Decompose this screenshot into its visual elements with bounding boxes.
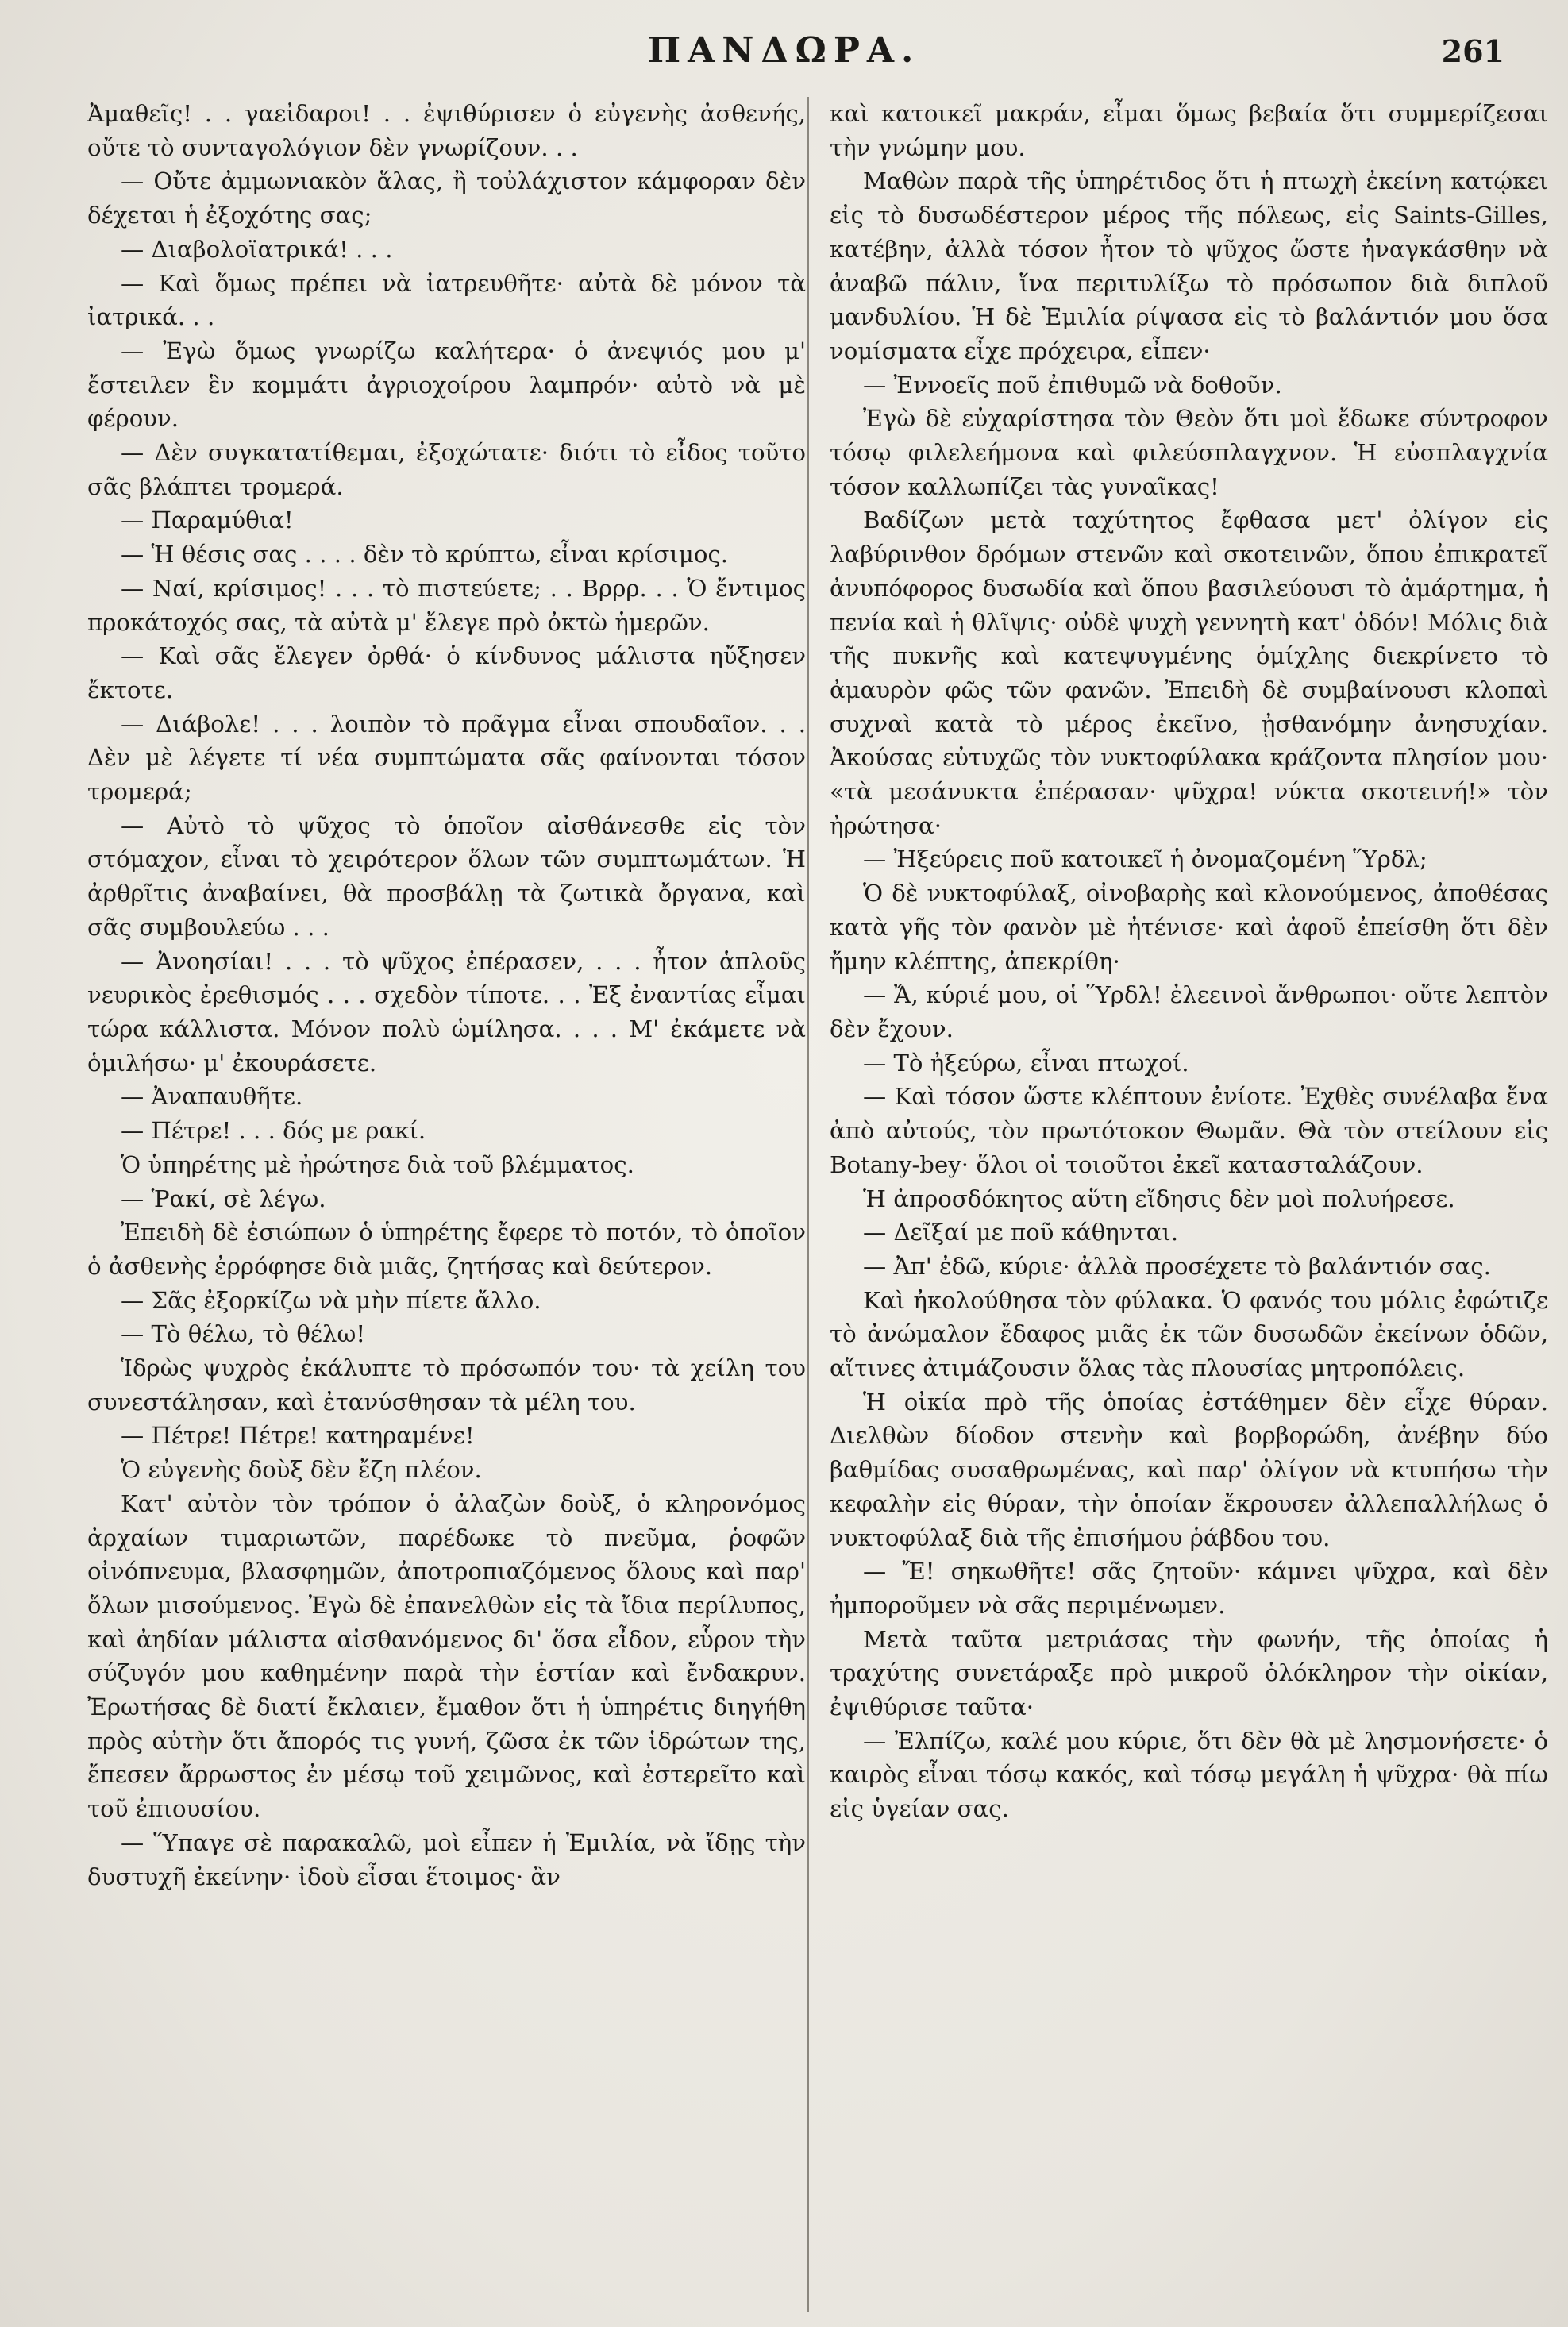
- paragraph: Κατ' αὐτὸν τὸν τρόπον ὁ ἀλαζὼν δοὺξ, ὁ κληρονόμος ἀρχαίων τιμαριωτῶν, παρέδωκε τὸ πνεῦμα, ῥοφῶν οἰνόπνευμα, βλασφημῶν, ἀποτροπιαζόμενος ὅλους καὶ παρ' ὅλων μισούμενος. Ἐγὼ δὲ ἐπανελθὼν εἰς τὰ ἴδια περίλυπος, καὶ ἀηδίαν μάλιστα αἰσθανόμενος δι' ὅσα εἶδον, εὗρον τὴν σύζυγόν μου καθημένην παρὰ τὴν ἑστίαν καὶ ἔνδακρυν. Ἐρωτήσας δὲ διατί ἔκλαιεν, ἔμαθον ὅτι ἡ ὑπηρέτις διηγήθη πρὸς αὐτὴν ὅτι ἄπορός τις γυνή, ζῶσα ἐκ τῶν ἱδρώτων της, ἔπεσεν ἄρρωστος ἐν μέσῳ τοῦ χειμῶνος, καὶ ἐστερεῖτο καὶ τοῦ ἐπιουσίου.: [87, 1489, 806, 1823]
- paragraph: — Ἔ! σηκωθῆτε! σᾶς ζητοῦν· κάμνει ψῦχρα, καὶ δὲν ἠμποροῦμεν νὰ σᾶς περιμένωμεν.: [830, 1558, 1548, 1619]
- paragraph: Μετὰ ταῦτα μετριάσας τὴν φωνήν, τῆς ὁποίας ἡ τραχύτης συνετάραξε πρὸ μικροῦ ὁλόκληρον τὴν οἰκίαν, ἐψιθύρισε ταῦτα·: [830, 1625, 1548, 1721]
- right-text-column: [830, 97, 1548, 1826]
- paragraph: — Ἀναπαυθῆτε.: [121, 1083, 303, 1111]
- paragraph: Ἱδρὼς ψυχρὸς ἐκάλυπτε τὸ πρόσωπόν του· τὰ χείλη του συνεστάλησαν, καὶ ἐτανύσθησαν τὰ μέλη του.: [87, 1354, 806, 1416]
- paragraph: — Διαβολοϊατρικά! . . .: [121, 235, 393, 263]
- paragraph: Μαθὼν παρὰ τῆς ὑπηρέτιδος ὅτι ἡ πτωχὴ ἐκείνη κατῴκει εἰς τὸ δυσωδέστερον μέρος τῆς πόλεως, εἰς Saints-Gilles, κατέβην, ἀλλὰ τόσον ἦτον τὸ ψῦχος ὥστε ἠναγκάσθην νὰ ἀναβῶ πάλιν, ἵνα περιτυλίξω τὸ πρόσωπον διὰ διπλοῦ μανδυλίου. Ἡ δὲ Ἐμιλία ρίψασα εἰς τὸ βαλάντιόν μου ὅσα νομίσματα εἶχε πρόχειρα, εἶπεν·: [830, 168, 1548, 364]
- paragraph: καὶ κατοικεῖ μακράν, εἶμαι ὅμως βεβαία ὅτι συμμερίζεσαι τὴν γνώμην μου.: [830, 100, 1548, 161]
- paragraph: — Πέτρε! . . . δός με ρακί.: [121, 1117, 426, 1145]
- paragraph: Ἡ οἰκία πρὸ τῆς ὁποίας ἐστάθημεν δὲν εἶχε θύραν. Διελθὼν δίοδον στενὴν καὶ βορβορώδη, ἀνέβην δύο βαθμίδας συσαθρωμένας, καὶ παρ' ὀλίγον νὰ κτυπήσω τὴν κεφαλὴν εἰς θύραν, τὴν ὁποίαν ἔκρουσεν ἀλλεπαλλήλως ὁ νυκτοφύλαξ διὰ τῆς ἐπισήμου ῥάβδου του.: [830, 1388, 1548, 1551]
- paragraph: Βαδίζων μετὰ ταχύτητος ἔφθασα μετ' ὀλίγον εἰς λαβύρινθον δρόμων στενῶν καὶ σκοτεινῶν, ὅπου ἐπικρατεῖ ἀνυπόφορος δυσωδία καὶ ὅπου βασιλεύουσι τὸ ἁμάρτημα, ἡ πενία καὶ ἡ θλῖψις· οὐδὲ ψυχὴ γεννητὴ κατ' ὁδόν! Μόλις διὰ τῆς πυκνῆς καὶ κατεψυγμένης ὁμίχλης διεκρίνετο τὸ ἀμαυρὸν φῶς τῶν φανῶν. Ἐπειδὴ δὲ συμβαίνουσι κλοπαὶ συχναὶ κατὰ τὸ μέρος ἐκεῖνο, ᾐσθανόμην ἀνησυχίαν. Ἀκούσας εὐτυχῶς τὸν νυκτοφύλακα κράζοντα πλησίον μου· «τὰ μεσάνυκτα ἐπέρασαν· ψῦχρα! νύκτα σκοτεινή!» τὸν ἠρώτησα·: [830, 507, 1548, 839]
- paragraph: — Δὲν συγκατατίθεμαι, ἐξοχώτατε· διότι τὸ εἶδος τοῦτο σᾶς βλάπτει τρομερά.: [87, 439, 806, 500]
- paragraph: — Καὶ σᾶς ἔλεγεν ὀρθά· ὁ κίνδυνος μάλιστα ηὔξησεν ἔκτοτε.: [87, 642, 806, 703]
- paragraph: — Τὸ θέλω, τὸ θέλω!: [121, 1320, 366, 1348]
- paragraph: Καὶ ἠκολούθησα τὸν φύλακα. Ὁ φανός του μόλις ἐφώτιζε τὸ ἀνώμαλον ἔδαφος μιᾶς ἐκ τῶν δυσωδῶν ἐκείνων ὁδῶν, αἵτινες ἀτιμάζουσιν ὅλας τὰς πλουσίας μητροπόλεις.: [830, 1286, 1548, 1382]
- paragraph: — Παραμύθια!: [121, 507, 294, 534]
- paragraph: — Καὶ ὅμως πρέπει νὰ ἰατρευθῆτε· αὐτὰ δὲ μόνον τὰ ἰατρικά. . .: [87, 269, 806, 331]
- column-divider: [807, 97, 809, 2312]
- paragraph: — Τὸ ἠξεύρω, εἶναι πτωχοί.: [863, 1049, 1189, 1077]
- paragraph: — Ὕπαγε σὲ παρακαλῶ, μοὶ εἶπεν ἡ Ἐμιλία, νὰ ἴδῃς τὴν δυστυχῆ ἐκείνην· ἰδοὺ εἶσαι ἕτοιμος· ἂν: [87, 1828, 806, 1890]
- paragraph: — Ναί, κρίσιμος! . . . τὸ πιστεύετε; . . Βρρρ. . . Ὁ ἔντιμος προκάτοχός σας, τὰ αὐτὰ μ' ἔλεγε πρὸ ὀκτὼ ἡμερῶν.: [87, 574, 806, 636]
- paragraph: — Ῥακί, σὲ λέγω.: [121, 1185, 326, 1212]
- paragraph: Ὁ ὑπηρέτης μὲ ἠρώτησε διὰ τοῦ βλέμματος.: [121, 1150, 634, 1178]
- paragraph: Ἡ ἀπροσδόκητος αὕτη εἴδησις δὲν μοὶ πολυήρεσε.: [863, 1185, 1455, 1212]
- paragraph: — Ἠξεύρεις ποῦ κατοικεῖ ἡ ὀνομαζομένη Ὕρδλ;: [863, 846, 1427, 873]
- running-title: ΠΑΝΔΩΡΑ.: [647, 30, 921, 71]
- paragraph: Ἐπειδὴ δὲ ἐσιώπων ὁ ὑπηρέτης ἔφερε τὸ ποτόν, τὸ ὁποῖον ὁ ἀσθενὴς ἐρρόφησε διὰ μιᾶς, ζητήσας καὶ δεύτερον.: [87, 1219, 806, 1280]
- paragraph: — Δεῖξαί με ποῦ κάθηνται.: [863, 1219, 1179, 1246]
- paragraph: — Ἀπ' ἐδῶ, κύριε· ἀλλὰ προσέχετε τὸ βαλάντιόν σας.: [863, 1252, 1491, 1280]
- left-text-column: [87, 97, 806, 1894]
- paragraph: — Πέτρε! Πέτρε! κατηραμένε!: [121, 1422, 475, 1450]
- paragraph: Ὁ δὲ νυκτοφύλαξ, οἰνοβαρὴς καὶ κλονούμενος, ἀποθέσας κατὰ γῆς τὸν φανὸν μὲ ἠτένισε· καὶ ἀφοῦ ἐπείσθη ὅτι δὲν ἤμην κλέπτης, ἀπεκρίθη·: [830, 880, 1548, 975]
- paragraph: — Σᾶς ἐξορκίζω νὰ μὴν πίετε ἄλλο.: [121, 1286, 541, 1314]
- paragraph: — Ἡ θέσις σας . . . . δὲν τὸ κρύπτω, εἶναι κρίσιμος.: [121, 541, 729, 568]
- page-header: [0, 30, 1568, 86]
- paragraph: Ὁ εὐγενὴς δοὺξ δὲν ἔζη πλέον.: [121, 1456, 482, 1484]
- paragraph: — Καὶ τόσον ὥστε κλέπτουν ἐνίοτε. Ἐχθὲς συνέλαβα ἕνα ἀπὸ αὐτούς, τὸν πρωτότοκον Θωμᾶν. Θὰ τὸν στείλουν εἰς Botany-bey· ὅλοι οἱ τοιοῦτοι ἐκεῖ κατασταλάζουν.: [830, 1083, 1548, 1178]
- paragraph: Ἀμαθεῖς! . . γαεἰδαροι! . . ἐψιθύρισεν ὁ εὐγενὴς ἀσθενής, οὔτε τὸ συνταγολόγιον δὲν γνωρίζουν. . .: [87, 100, 806, 161]
- paragraph: — Ἄ, κύριέ μου, οἱ Ὕρδλ! ἐλεεινοὶ ἄνθρωποι· οὔτε λεπτὸν δὲν ἔχουν.: [830, 981, 1548, 1042]
- paragraph: — Ἐννοεῖς ποῦ ἐπιθυμῶ νὰ δοθοῦν.: [863, 371, 1282, 399]
- paragraph: — Ἐγὼ ὅμως γνωρίζω καλήτερα· ὁ ἀνεψιός μου μ' ἔστειλεν ἓν κομμάτι ἀγριοχοίρου λαμπρόν· αὐτὸ νὰ μὲ φέρουν.: [87, 337, 806, 433]
- paragraph: — Αὐτὸ τὸ ψῦχος τὸ ὁποῖον αἰσθάνεσθε εἰς τὸν στόμαχον, εἶναι τὸ χειρότερον ὅλων τῶν συμπτωμάτων. Ἡ ἀρθρῖτις ἀναβαίνει, θὰ προσβάλῃ τὰ ζωτικὰ ὄργανα, καὶ σᾶς συμβουλεύω . . .: [87, 811, 806, 941]
- page-number: 261: [1441, 33, 1504, 69]
- paragraph: Ἐγὼ δὲ εὐχαρίστησα τὸν Θεὸν ὅτι μοὶ ἔδωκε σύντροφον τόσῳ φιλελεήμονα καὶ φιλεύσπλαγχνον. Ἡ εὐσπλαγχνία τόσον καλλωπίζει τὰς γυναῖκας!: [830, 405, 1548, 500]
- paragraph: — Ἐλπίζω, καλέ μου κύριε, ὅτι δὲν θὰ μὲ λησμονήσετε· ὁ καιρὸς εἶναι τόσῳ κακός, καὶ τόσῳ μεγάλη ἡ ψῦχρα· θὰ πίω εἰς ὑγείαν σας.: [830, 1727, 1548, 1823]
- paragraph: — Διάβολε! . . . λοιπὸν τὸ πρᾶγμα εἶναι σπουδαῖον. . . Δὲν μὲ λέγετε τί νέα συμπτώματα σᾶς φαίνονται τόσον τρομερά;: [87, 710, 806, 806]
- paragraph: — Οὔτε ἀμμωνιακὸν ἅλας, ἢ τοὐλάχιστον κάμφοραν δὲν δέχεται ἡ ἐξοχότης σας;: [87, 168, 806, 229]
- paragraph: — Ἀνοησίαι! . . . τὸ ψῦχος ἐπέρασεν, . . . ἦτον ἁπλοῦς νευρικὸς ἐρεθισμός . . . σχεδὸν τίποτε. . . Ἐξ ἐναντίας εἶμαι τώρα κάλλιστα. Μόνον πολὺ ὡμίλησα. . . . Μ' ἐκάμετε νὰ ὁμιλήσω· μ' ἐκουράσετε.: [87, 947, 806, 1077]
